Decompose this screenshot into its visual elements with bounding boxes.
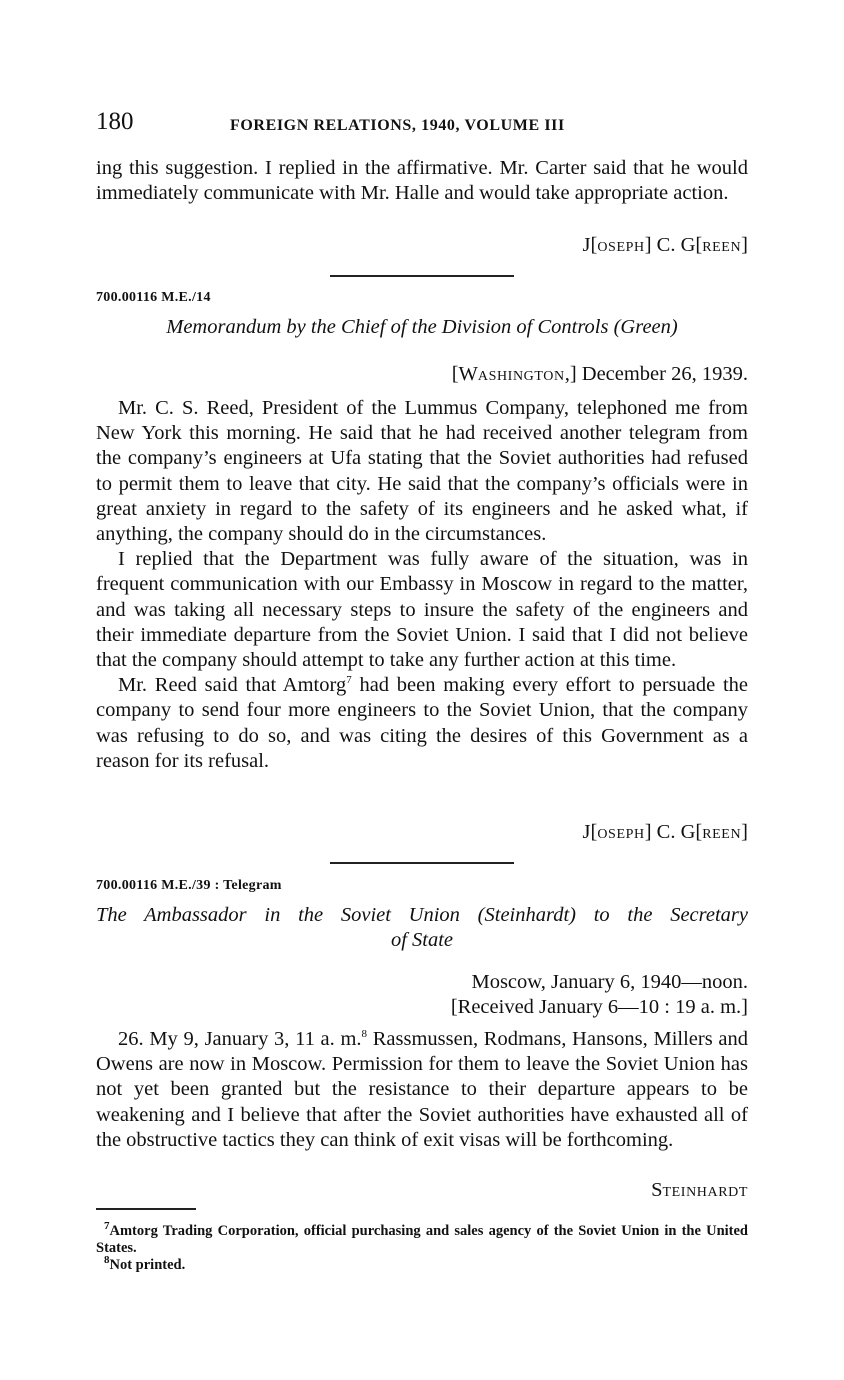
memo-body — [96, 396, 748, 774]
carryover-paragraph — [96, 156, 748, 206]
telegram-paragraph: 26. My 9, January 3, 11 a. m.$^8$ Rassmussen, Rodmans, Hansons, Millers and Owens are now in Moscow. Permission for them to leave the Soviet Union has not yet been granted but the resistance to their departure appears to be weakening and I believe that after the Soviet authorities have exhausted all of the obstructive tactics they can think of exit visas will be forthcoming. — [96, 1028, 748, 1151]
memo-signature: J[OSEPH] C. G[REEN] — [582, 821, 748, 843]
telegram-file-number: 700.00116 M.E./39 : Telegram — [96, 878, 282, 893]
section-divider — [330, 862, 514, 864]
footnote-rule — [96, 1208, 196, 1210]
footnotes — [96, 1220, 748, 1274]
footnote: $^8$Not printed. — [104, 1254, 186, 1273]
carryover-text: ing this suggestion. I replied in the affirmative. Mr. Carter said that he would immediately communicate with Mr. Halle and would take appropriate action. — [96, 157, 748, 205]
telegram-body — [96, 1027, 748, 1153]
carryover-signature: J[OSEPH] C. G[REEN] — [582, 234, 748, 256]
page-number: 180 — [96, 108, 134, 135]
memo-paragraph: I replied that the Department was fully aware of the situation, was in frequent communication with our Embassy in Moscow in regard to the matter, and was taking all necessary steps to insure the safety of the engineers and their immediate departure from the Soviet Union. I said that I did not believe that the company should attempt to take any further action at this time. — [96, 548, 748, 672]
telegram-title: The Ambassador in the Soviet Union (Steinhardt) to the Secretary of State — [96, 904, 748, 951]
memo-dateline: [WASHINGTON,] December 26, 1939. — [451, 363, 748, 385]
footnote-ref: 8 — [361, 1028, 368, 1041]
running-head: FOREIGN RELATIONS, 1940, VOLUME III — [230, 117, 565, 134]
footnote: $^7$Amtorg Trading Corporation, official purchasing and sales agency of the Soviet Union in the United States. — [96, 1220, 748, 1256]
footnote-ref: 7 — [346, 674, 352, 687]
memo-file-number: 700.00116 M.E./14 — [96, 290, 211, 305]
telegram-signature: STEINHARDT — [651, 1179, 748, 1201]
memo-title: Memorandum by the Chief of the Division of Controls (Green) — [166, 316, 678, 338]
memo-paragraph: Mr. Reed said that Amtorg$^7$ had been making every effort to persuade the company to send four more engineers to the Soviet Union, that the company was refusing to do so, and was citing the desires of this Government as a reason for its refusal. — [96, 674, 748, 772]
page-header — [96, 108, 748, 142]
memo-paragraph: Mr. C. S. Reed, President of the Lummus Company, telephoned me from New York this morning. He said that he had received another telegram from the company’s engineers at Ufa stating that the Soviet authorities had refused to permit them to leave that city. He said that the company’s officials were in great anxiety in regard to the safety of its engineers and he asked what, if anything, the company should do in the circumstances. — [96, 397, 748, 546]
section-divider — [330, 275, 514, 277]
telegram-dateline: Moscow, January 6, 1940—noon. [Received January 6—10 : 19 a. m.] — [450, 971, 748, 1018]
